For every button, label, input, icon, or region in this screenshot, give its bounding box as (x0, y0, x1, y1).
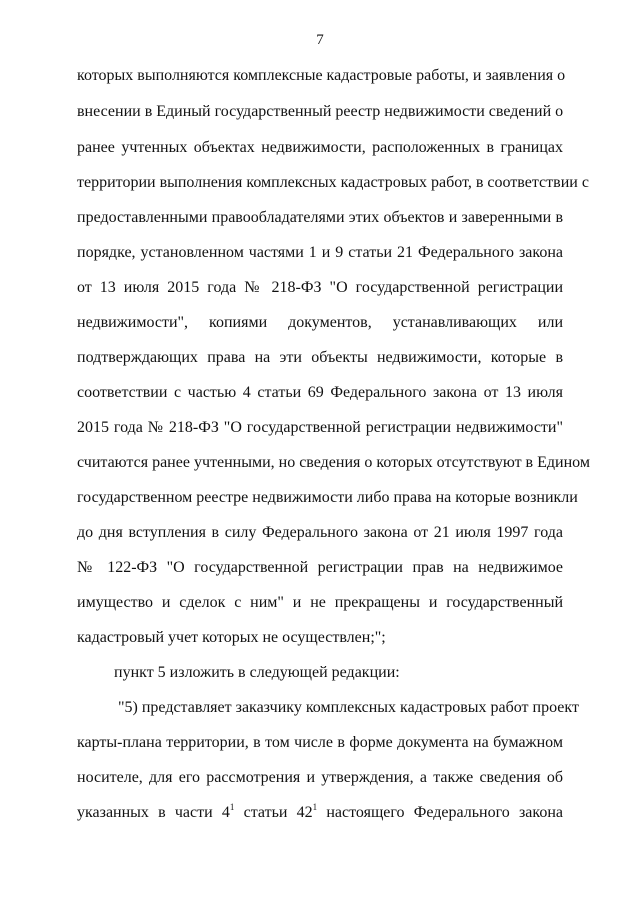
text-line: № 122-ФЗ "О государственной регистрации прав на недвижимое (77, 559, 563, 576)
text-fragment: статьи 42 (234, 804, 313, 821)
text-line: карты-плана территории, в том числе в форме документа на бумажном (77, 734, 563, 751)
text-line: территории выполнения комплексных кадастровых работ, в соответствии с (77, 174, 589, 191)
text-line: имущество и сделок с ним" и не прекращены и государственный (77, 594, 563, 611)
text-line: соответствии с частью 4 статьи 69 Федерального закона от 13 июля (77, 384, 563, 401)
paragraph-first-line: "5) представляет заказчику комплексных кадастровых работ проект (118, 699, 579, 716)
superscript: 1 (229, 801, 235, 812)
text-line: которых выполняются комплексные кадастровые работы, и заявления о (77, 67, 566, 84)
text-line: считаются ранее учтенными, но сведения о которых отсутствуют в Едином (77, 454, 590, 471)
superscript: 1 (312, 801, 318, 812)
text-line: ранее учтенных объектах недвижимости, расположенных в границах (77, 139, 563, 156)
text-fragment: настоящего Федерального закона (317, 804, 564, 821)
page-number: 7 (316, 32, 324, 48)
text-fragment: указанных в части 4 (77, 804, 230, 821)
text-line: до дня вступления в силу Федерального закона от 21 июля 1997 года (77, 524, 563, 541)
paragraph-end-line: кадастровый учет которых не осуществлен;"; (77, 629, 386, 646)
text-line: недвижимости", копиями документов, устанавливающих или (77, 314, 563, 331)
text-line: от 13 июля 2015 года № 218-ФЗ "О государственной регистрации (77, 279, 563, 296)
text-line: носителе, для его рассмотрения и утверждения, а также сведения об (77, 769, 563, 786)
text-line: государственном реестре недвижимости либо права на которые возникли (77, 489, 578, 506)
text-line: внесении в Единый государственный реестр недвижимости сведений о (77, 103, 564, 120)
text-line: предоставленными правообладателями этих объектов и заверенными в (77, 209, 563, 226)
amendment-instruction: пункт 5 изложить в следующей редакции: (114, 664, 400, 681)
text-line-with-superscripts (77, 803, 563, 823)
text-line: порядке, установленном частями 1 и 9 статьи 21 Федерального закона (77, 244, 563, 261)
text-line: подтверждающих права на эти объекты недвижимости, которые в (77, 349, 563, 366)
text-line: 2015 года № 218-ФЗ "О государственной регистрации недвижимости" (77, 419, 563, 436)
